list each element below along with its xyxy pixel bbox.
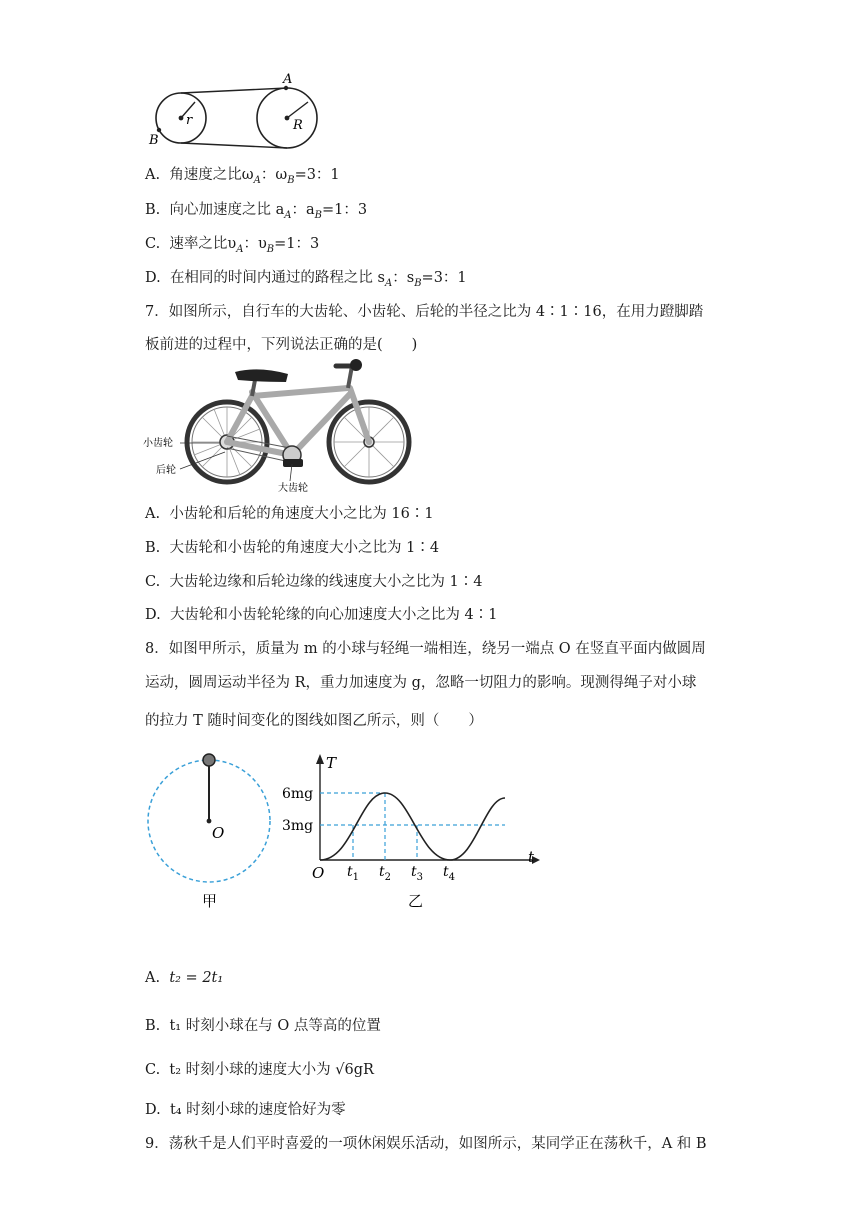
label-big-gear: 大齿轮 xyxy=(278,483,308,494)
label-rear-wheel: 后轮 xyxy=(156,465,176,476)
pulley-belt-figure xyxy=(145,66,320,150)
label-small-gear: 小齿轮 xyxy=(143,438,173,449)
tick-t4: $t_4$ xyxy=(443,864,456,883)
tick-t2: $t_2$ xyxy=(379,864,392,883)
caption-jia: 甲 xyxy=(202,892,218,910)
figure-jia-circular-motion xyxy=(140,748,280,914)
label-R: R xyxy=(293,118,303,133)
q7-option-b: B. 大齿轮和小齿轮的角速度大小之比为 1∶4 xyxy=(145,540,440,556)
q6-option-d: D. 在相同的时间内通过的路程之比 $s_A$：$s_B=3$：1 xyxy=(145,270,467,289)
label-r: r xyxy=(186,113,193,128)
q7-option-c: C. 大齿轮边缘和后轮边缘的线速度大小之比为 1∶4 xyxy=(145,574,483,590)
label-A: A xyxy=(283,72,293,87)
q8-stem-line1: 8．如图甲所示，质量为 m 的小球与轻绳一端相连，绕另一端点 O 在竖直平面内做圆周 xyxy=(145,641,706,657)
q8-stem-line3: 的拉力 T 随时间变化的图线如图乙所示，则（ ） xyxy=(145,713,483,729)
q7-option-d: D. 大齿轮和小齿轮轮缘的向心加速度大小之比为 4∶1 xyxy=(145,607,498,623)
q8-option-d: D. t₄ 时刻小球的速度恰好为零 xyxy=(145,1102,346,1118)
q7-option-a: A. 小齿轮和后轮的角速度大小之比为 16∶1 xyxy=(145,506,434,522)
q9-stem-line1: 9．荡秋千是人们平时喜爱的一项休闲娱乐活动，如图所示，某同学正在荡秋千，A 和 B xyxy=(145,1136,707,1152)
caption-yi: 乙 xyxy=(408,892,424,910)
x-axis-label: t xyxy=(528,848,535,866)
bicycle-figure xyxy=(140,356,415,494)
level-6mg: 6mg xyxy=(282,786,314,802)
tick-t3: $t_3$ xyxy=(411,864,424,883)
q8-option-a: A. t₂ = 2t₁ xyxy=(145,970,224,986)
label-B: B xyxy=(149,133,159,148)
label-O-jia: O xyxy=(212,824,225,842)
figure-yi-tension-time-graph xyxy=(280,752,542,912)
tick-t1: $t_1$ xyxy=(347,864,360,883)
q7-stem-line2: 板前进的过程中，下列说法正确的是( ) xyxy=(145,337,418,353)
q7-stem-line1: 7．如图所示，自行车的大齿轮、小齿轮、后轮的半径之比为 4∶1∶16，在用力蹬脚踏 xyxy=(145,304,704,320)
origin-label: O xyxy=(312,864,325,882)
q8-stem-line2: 运动，圆周运动半径为 R，重力加速度为 g，忽略一切阻力的影响。现测得绳子对小球 xyxy=(145,675,697,691)
y-axis-label: T xyxy=(326,754,337,772)
q8-option-c: C. t₂ 时刻小球的速度大小为 √6gR xyxy=(145,1062,374,1078)
q8-option-b: B. t₁ 时刻小球在与 O 点等高的位置 xyxy=(145,1018,381,1034)
q6-option-c: C. 速率之比$\upsilon_A$：$\upsilon_B=1$：3 xyxy=(145,236,320,255)
level-3mg: 3mg xyxy=(282,818,314,834)
q6-option-a: A. 角速度之比$\omega_A$：$\omega_B=3$：1 xyxy=(145,167,340,186)
q6-option-b: B. 向心加速度之比 $a_A$：$a_B=1$：3 xyxy=(145,202,368,221)
